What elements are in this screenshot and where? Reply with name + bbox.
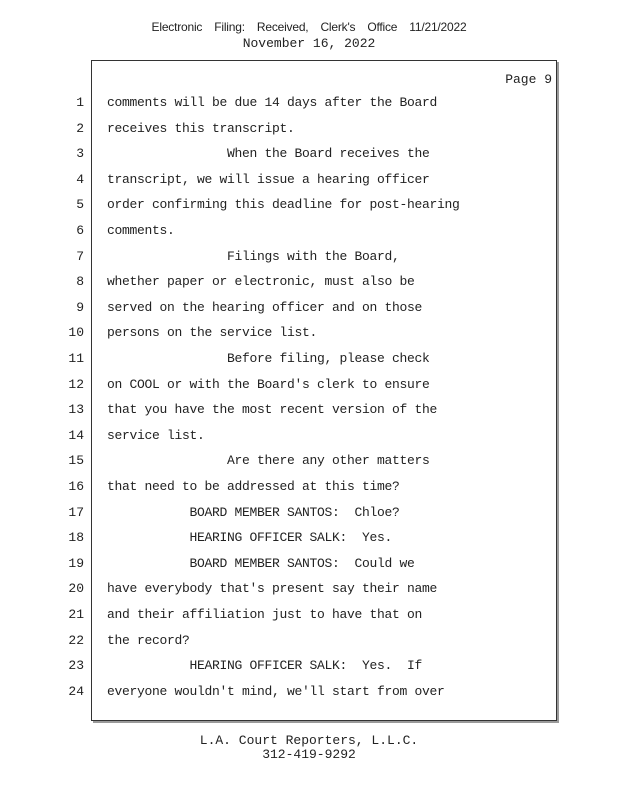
transcript-line: HEARING OFFICER SALK: Yes. If bbox=[107, 658, 423, 673]
transcript-line: whether paper or electronic, must also be bbox=[107, 274, 415, 289]
filing-stamp-part: Clerk's bbox=[320, 20, 356, 34]
transcript-line: BOARD MEMBER SANTOS: Could we bbox=[107, 556, 415, 571]
filing-stamp-part: 11/21/2022 bbox=[409, 20, 467, 34]
transcript-line: Filings with the Board, bbox=[107, 249, 400, 264]
transcript-line: When the Board receives the bbox=[107, 146, 430, 161]
transcript-line: comments. bbox=[107, 223, 175, 238]
transcript-line: served on the hearing officer and on those bbox=[107, 300, 423, 315]
transcript-line: and their affiliation just to have that on bbox=[107, 607, 423, 622]
transcript-line: transcript, we will issue a hearing officer bbox=[107, 172, 430, 187]
transcript-line: receives this transcript. bbox=[107, 121, 295, 136]
transcript-line: Before filing, please check bbox=[107, 351, 430, 366]
line-number: 4 bbox=[76, 172, 84, 187]
court-reporter-company: L.A. Court Reporters, L.L.C. bbox=[199, 733, 419, 748]
line-number: 13 bbox=[68, 402, 84, 417]
filing-stamp-part: Received, bbox=[256, 20, 309, 34]
line-number: 12 bbox=[68, 377, 84, 392]
transcript-line: that you have the most recent version of the bbox=[107, 402, 438, 417]
line-number: 21 bbox=[68, 607, 84, 622]
line-number: 1 bbox=[76, 95, 84, 110]
transcript-line: HEARING OFFICER SALK: Yes. bbox=[107, 530, 393, 545]
transcript-line: order confirming this deadline for post-hearing bbox=[107, 197, 460, 212]
filing-stamp-part: Electronic bbox=[151, 20, 203, 34]
line-number: 23 bbox=[68, 658, 84, 673]
transcript-date: November 16, 2022 bbox=[242, 36, 376, 51]
line-number: 19 bbox=[68, 556, 84, 571]
transcript-line: on COOL or with the Board's clerk to ensure bbox=[107, 377, 430, 392]
line-number: 16 bbox=[68, 479, 84, 494]
line-number: 17 bbox=[68, 505, 84, 520]
transcript-line: have everybody that's present say their name bbox=[107, 581, 438, 596]
transcript-line: Are there any other matters bbox=[107, 453, 430, 468]
line-number: 8 bbox=[76, 274, 84, 289]
filing-stamp-part: Filing: bbox=[214, 20, 245, 34]
transcript-line: service list. bbox=[107, 428, 205, 443]
line-number: 6 bbox=[76, 223, 84, 238]
page-number: Page 9 bbox=[505, 72, 552, 87]
transcript-line: persons on the service list. bbox=[107, 325, 318, 340]
court-reporter-phone: 312-419-9292 bbox=[262, 747, 356, 762]
line-number: 10 bbox=[68, 325, 84, 340]
line-number: 14 bbox=[68, 428, 84, 443]
transcript-line: that need to be addressed at this time? bbox=[107, 479, 400, 494]
filing-stamp-part: Office bbox=[367, 20, 398, 34]
transcript-line: the record? bbox=[107, 633, 190, 648]
line-number: 3 bbox=[76, 146, 84, 161]
line-number: 5 bbox=[76, 197, 84, 212]
line-number: 20 bbox=[68, 581, 84, 596]
transcript-line: comments will be due 14 days after the Board bbox=[107, 95, 438, 110]
line-number: 22 bbox=[68, 633, 84, 648]
transcript-line: everyone wouldn't mind, we'll start from over bbox=[107, 684, 445, 699]
transcript-line: BOARD MEMBER SANTOS: Chloe? bbox=[107, 505, 400, 520]
line-number: 9 bbox=[76, 300, 84, 315]
line-number: 7 bbox=[76, 249, 84, 264]
line-number: 15 bbox=[68, 453, 84, 468]
line-number: 24 bbox=[68, 684, 84, 699]
line-number: 11 bbox=[68, 351, 84, 366]
line-number: 18 bbox=[68, 530, 84, 545]
line-number: 2 bbox=[76, 121, 84, 136]
electronic-filing-stamp bbox=[0, 20, 618, 34]
